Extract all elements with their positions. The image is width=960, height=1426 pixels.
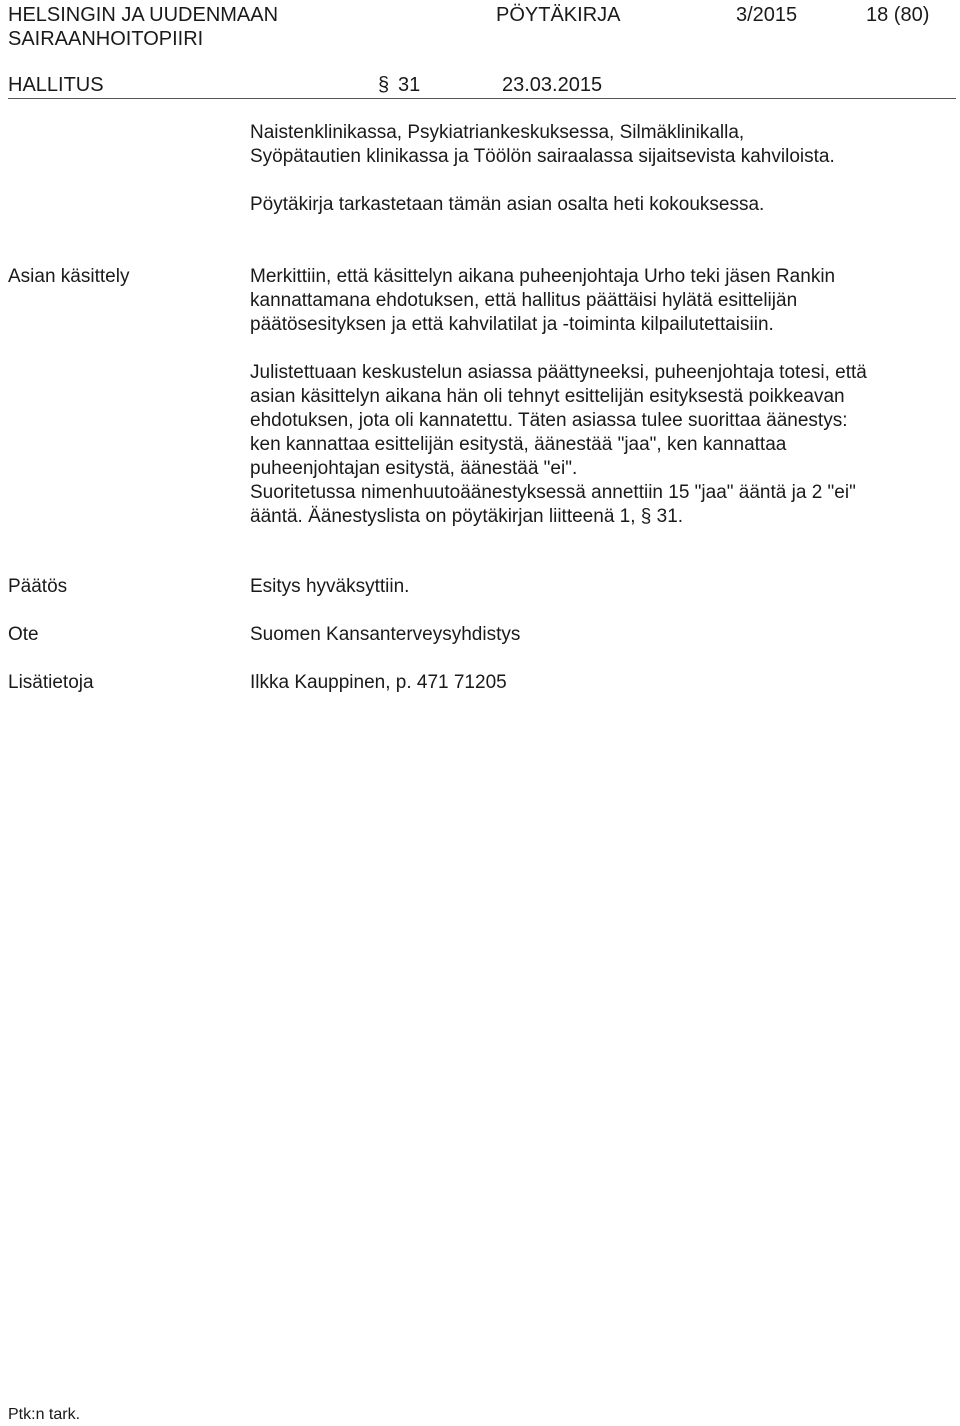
minutes-checker-footer: Ptk:n tark. — [8, 1406, 81, 1423]
page-number: 18 (80) — [866, 4, 930, 26]
handling-paragraph-1 — [250, 265, 835, 337]
governing-body: HALLITUS — [8, 74, 104, 96]
document-number: 3/2015 — [736, 4, 798, 26]
paragraph-line: Julistettuaan keskustelun asiassa päättyneeksi, puheenjohtaja totesi, että — [250, 362, 867, 383]
info-value: Ilkka Kauppinen, p. 471 71205 — [250, 672, 507, 693]
paragraph-line: Merkittiin, että käsittelyn aikana puheenjohtaja Urho teki jäsen Rankin — [250, 266, 836, 287]
extract-value: Suomen Kansanterveysyhdistys — [250, 624, 521, 645]
paragraph-line: puheenjohtajan esitystä, äänestää "ei". — [250, 458, 578, 479]
section-symbol: § — [378, 74, 390, 96]
section-reference: 31. — [656, 506, 684, 527]
paragraph-line: kannattamana ehdotuksen, että hallitus päättäisi hylätä esittelijän — [250, 290, 798, 311]
document-type: PÖYTÄKIRJA — [496, 4, 621, 26]
meeting-date: 23.03.2015 — [502, 74, 603, 96]
paragraph-line: ehdotuksen, jota oli kannatettu. Täten asiassa tulee suorittaa äänestys: — [250, 410, 848, 431]
header-divider — [8, 98, 956, 99]
paragraph-line: asian käsittelyn aikana hän oli tehnyt esittelijän esityksestä poikkeavan — [250, 386, 845, 407]
section-symbol: § — [640, 506, 652, 527]
intro-line: Naistenklinikassa, Psykiatriankeskuksessa, Silmäklinikalla, — [250, 122, 745, 143]
handling-paragraph-2 — [250, 361, 867, 529]
paragraph-line: Suoritetussa nimenhuutoäänestyksessä annettiin 15 "jaa" ääntä ja 2 "ei" — [250, 482, 856, 503]
intro-text — [250, 121, 835, 169]
paragraph-line-last — [250, 505, 867, 529]
extract-label: Ote — [8, 624, 39, 645]
paragraph-line: ken kannattaa esittelijän esitystä, äänestää "jaa", ken kannattaa — [250, 434, 787, 455]
decision-value: Esitys hyväksyttiin. — [250, 576, 410, 597]
handling-label: Asian käsittely — [8, 266, 130, 287]
organization-name-line1: HELSINGIN JA UUDENMAAN — [8, 4, 279, 26]
decision-label: Päätös — [8, 576, 68, 597]
organization-name-line2: SAIRAANHOITOPIIRI — [8, 28, 204, 50]
check-note: Pöytäkirja tarkastetaan tämän asian osalta heti kokouksessa. — [250, 194, 765, 215]
paragraph-line: päätösesityksen ja että kahvilatilat ja -toiminta kilpailutettaisiin. — [250, 314, 774, 335]
info-label: Lisätietoja — [8, 672, 94, 693]
last-line-text: ääntä. Äänestyslista on pöytäkirjan liitteenä 1, — [250, 506, 636, 527]
intro-line: Syöpätautien klinikassa ja Töölön sairaalassa sijaitsevista kahviloista. — [250, 146, 835, 167]
section-number: 31 — [398, 74, 421, 96]
